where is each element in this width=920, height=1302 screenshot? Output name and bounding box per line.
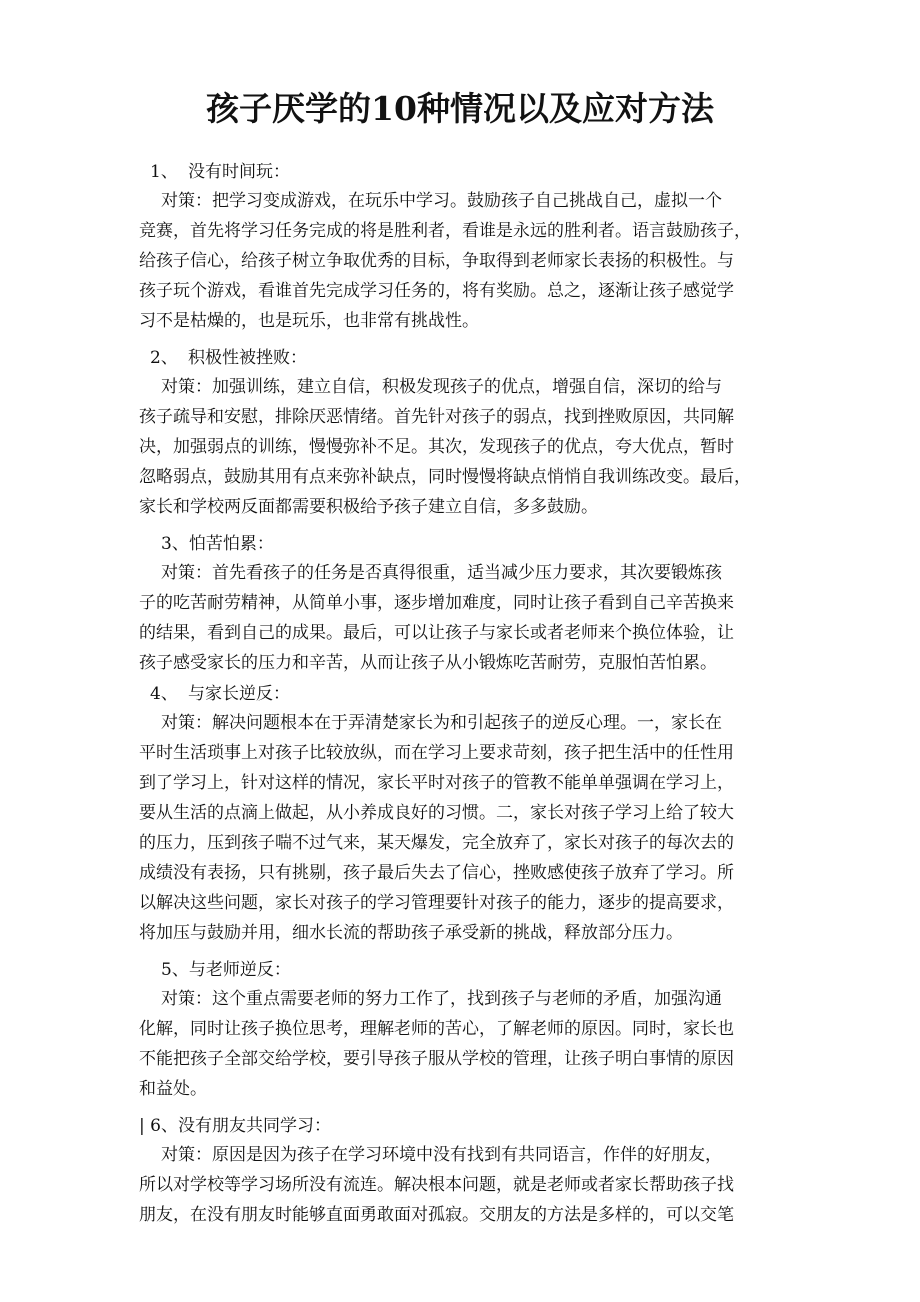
paragraph-line: 所以对学校等学习场所没有流连。解决根本问题，就是老师或者家长帮助孩子找 [139,1175,734,1195]
section-heading [139,344,791,372]
paragraph-line: 朋友，在没有朋友时能够直面勇敢面对孤寂。交朋友的方法是多样的，可以交笔 [139,1205,734,1225]
paragraph-line: 给孩子信心，给孩子树立争取优秀的目标，争取得到老师家长表扬的积极性。与 [139,251,734,271]
section-4 [139,680,791,948]
section-title: 没有时间玩： [188,162,290,182]
section-2 [139,344,791,522]
paragraph-line: 对策：解决问题根本在于弄清楚家长为和引起孩子的逆反心理。一，家长在 [161,713,722,733]
paragraph-line: 要从生活的点滴上做起，从小养成良好的习惯。二，家长对孩子学习上给了较大 [139,803,734,823]
section-heading [139,530,791,558]
paragraph-line: 对策：原因是因为孩子在学习环境中没有找到有共同语言，作伴的好朋友， [161,1145,722,1165]
paragraph-line: 的结果，看到自己的成果。最后，可以让孩子与家长或者老师来个换位体验，让 [139,623,734,643]
section-number: 3、 [161,534,189,554]
paragraph-line: 到了学习上，针对这样的情况，家长平时对孩子的管教不能单单强调在学习上， [139,773,734,793]
paragraph-line: 不能把孩子全部交给学校，要引导孩子服从学校的管理，让孩子明白事情的原因 [139,1049,734,1069]
section-number: 5、 [161,960,189,980]
section-title: 积极性被挫败： [188,348,307,368]
section-5 [139,956,791,1104]
paragraph-line: 对策：首先看孩子的任务是否真得很重，适当减少压力要求，其次要锻炼孩 [161,563,722,583]
paragraph-line: 以解决这些问题，家长对孩子的学习管理要针对孩子的能力，逐步的提高要求， [139,893,734,913]
section-title: 怕苦怕累： [188,534,274,554]
section-heading [139,680,791,708]
section-number: 1、 [150,162,178,182]
paragraph-line: 和益处。 [139,1079,207,1099]
paragraph-line: 习不是枯燥的，也是玩乐，也非常有挑战性。 [139,311,479,331]
paragraph-line: 对策：把学习变成游戏，在玩乐中学习。鼓励孩子自己挑战自己，虚拟一个 [161,191,722,211]
section-number: 4、 [150,684,178,704]
paragraph-line: 忽略弱点，鼓励其用有点来弥补缺点，同时慢慢将缺点悄悄自我训练改变。最后， [139,467,751,487]
paragraph-line: 子的吃苦耐劳精神，从简单小事，逐步增加难度，同时让孩子看到自己辛苦换来 [139,593,734,613]
paragraph-line: 对策：加强训练，建立自信，积极发现孩子的优点，增强自信，深切的给与 [161,377,722,397]
section-heading [139,1112,791,1140]
section-3 [139,530,791,678]
paragraph-line: 家长和学校两反面都需要积极给予孩子建立自信，多多鼓励。 [139,497,598,517]
section-1 [139,158,791,336]
paragraph-line: 化解，同时让孩子换位思考，理解老师的苦心，了解老师的原因。同时，家长也 [139,1019,734,1039]
section-number: | 6、 [139,1116,178,1136]
paragraph-line: 平时生活琐事上对孩子比较放纵，而在学习上要求苛刻，孩子把生活中的任性用 [139,743,734,763]
section-number: 2、 [150,348,178,368]
paragraph-line: 将加压与鼓励并用，细水长流的帮助孩子承受新的挑战，释放部分压力。 [139,923,683,943]
section-title: 没有朋友共同学习： [177,1116,331,1136]
paragraph-line: 决，加强弱点的训练，慢慢弥补不足。其次，发现孩子的优点，夸大优点，暂时 [139,437,734,457]
paragraph-line: 孩子感受家长的压力和辛苦，从而让孩子从小锻炼吃苦耐劳，克服怕苦怕累。 [139,653,717,673]
paragraph-line: 的压力，压到孩子喘不过气来，某天爆发，完全放弃了，家长对孩子的每次去的 [139,833,734,853]
document-body [139,158,791,1230]
paragraph-line: 孩子玩个游戏，看谁首先完成学习任务的，将有奖励。总之，逐渐让孩子感觉学 [139,281,734,301]
section-title: 与老师逆反： [188,960,291,980]
paragraph-line: 成绩没有表扬，只有挑剔，孩子最后失去了信心，挫败感使孩子放弃了学习。所 [139,863,734,883]
section-heading [139,158,791,186]
section-heading [139,956,791,984]
section-title: 与家长逆反： [188,684,290,704]
paragraph-line: 孩子疏导和安慰，排除厌恶情绪。首先针对孩子的弱点，找到挫败原因，共同解 [139,407,734,427]
section-6 [139,1112,791,1230]
paragraph-line: 对策：这个重点需要老师的努力工作了，找到孩子与老师的矛盾，加强沟通 [161,989,722,1009]
document-title: 孩子厌学的10种情况以及应对方法 [206,89,714,128]
paragraph-line: 竞赛，首先将学习任务完成的将是胜利者，看谁是永远的胜利者。语言鼓励孩子， [139,221,751,241]
